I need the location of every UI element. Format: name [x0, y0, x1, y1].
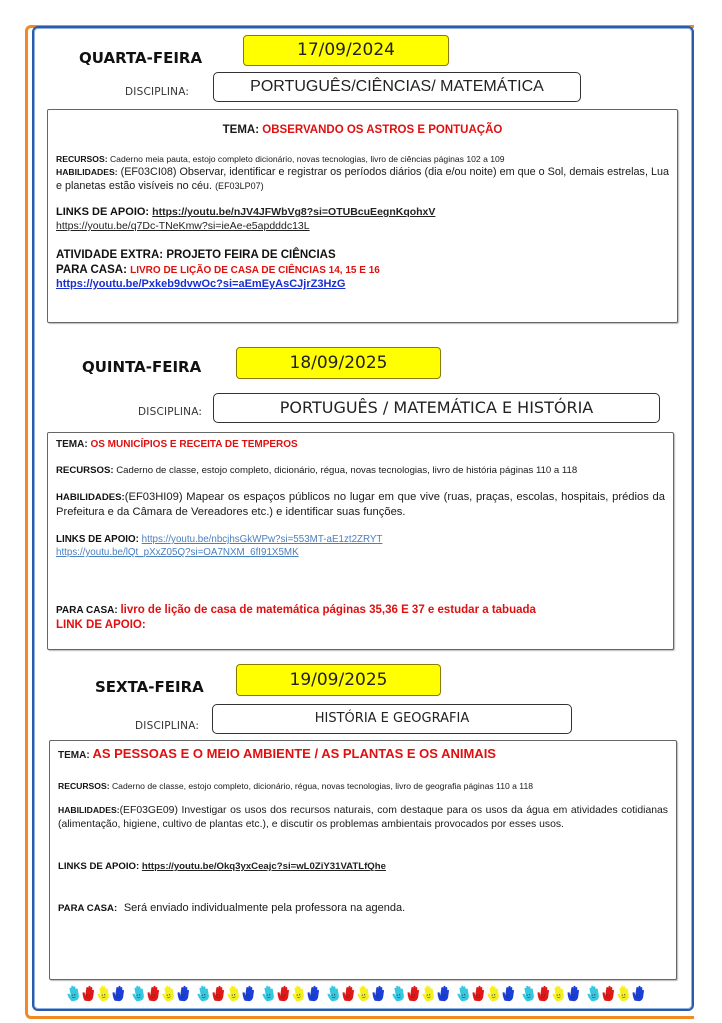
recursos-label: RECURSOS: [56, 465, 114, 476]
hand-icon [211, 985, 223, 1002]
support-link[interactable]: https://youtu.be/nJV4JFWbVg8?si=OTUBcuEegnKqohxV [152, 206, 436, 218]
support-link[interactable]: https://youtu.be/Okq3yxCeajc?si=wL0ZiY31VATLfQhe [141, 861, 386, 872]
extra-activity: ATIVIDADE EXTRA: PROJETO FEIRA DE CIÊNCIAS [56, 249, 336, 261]
hand-icon [631, 985, 643, 1002]
hand-icon [226, 985, 238, 1002]
hand-icon [456, 985, 468, 1002]
tema-label: TEMA: [56, 439, 88, 450]
hand-icon [551, 985, 563, 1002]
discipline-label: DISCIPLINA: [135, 720, 200, 732]
habilidades-label: HABILIDADES: [58, 805, 120, 815]
links-row [56, 206, 435, 218]
homework-label: PARA CASA: [56, 605, 118, 616]
habilidades-row [56, 490, 665, 520]
recursos-row [56, 154, 505, 164]
hand-icon [161, 985, 173, 1002]
tema-row [56, 439, 298, 450]
habilidades-label: HABILIDADES: [56, 492, 125, 503]
homework-label: PARA CASA: [58, 903, 118, 914]
tema-label: TEMA: [222, 124, 260, 136]
date-badge: 17/09/2024 [243, 35, 449, 66]
homework-value: LIVRO DE LIÇÃO DE CASA DE CIÊNCIAS 14, 15 E 16 [130, 265, 380, 276]
recursos-label: RECURSOS: [58, 781, 110, 791]
homework-link[interactable]: https://youtu.be/Pxkeb9dvwOc?si=aEmEyAsCJjrZ3HzG [56, 278, 346, 290]
day-label: QUARTA-FEIRA [79, 49, 203, 67]
hand-icon [131, 985, 143, 1002]
hand-icon [521, 985, 533, 1002]
links-label: LINKS DE APOIO: [56, 534, 139, 545]
day-label: SEXTA-FEIRA [95, 678, 204, 696]
recursos-label: RECURSOS: [56, 154, 108, 164]
support-link[interactable]: https://youtu.be/q7Dc-TNeKmw?si=ieAe-e5apdddc13L [56, 220, 310, 232]
hand-icon [586, 985, 598, 1002]
homework-row [56, 264, 380, 276]
hand-icon [616, 985, 628, 1002]
hand-icon [471, 985, 483, 1002]
recursos-row [56, 465, 577, 476]
hand-icon [421, 985, 433, 1002]
hand-icon [501, 985, 513, 1002]
hand-icon [291, 985, 303, 1002]
content-box-quinta [47, 432, 674, 650]
discipline-label: DISCIPLINA: [138, 406, 203, 418]
homework-value: Será enviado individualmente pela professora na agenda. [123, 902, 406, 914]
hand-icon [261, 985, 273, 1002]
hand-icon [356, 985, 368, 1002]
habilidades-code: (EF03LP07) [215, 181, 264, 191]
tema-value: OBSERVANDO OS ASTROS E PONTUAÇÃO [262, 124, 503, 136]
habilidades-row [56, 165, 669, 193]
tema-row [48, 124, 677, 136]
support-link[interactable]: https://youtu.be/nbcjhsGkWPw?si=553MT-aE1zt2ZRYT [141, 534, 383, 545]
hand-icon [241, 985, 253, 1002]
habilidades-label: HABILIDADES: [56, 167, 118, 177]
hand-icon [276, 985, 288, 1002]
hands-decoration [66, 985, 666, 1005]
hand-icon [536, 985, 548, 1002]
discipline-box: PORTUGUÊS / MATEMÁTICA E HISTÓRIA [213, 393, 660, 423]
day-label: QUINTA-FEIRA [82, 358, 202, 376]
habilidades-row [58, 803, 668, 832]
support-link-label: LINK DE APOIO: [56, 619, 146, 631]
content-box-quarta [47, 109, 678, 323]
recursos-value: Caderno de classe, estojo completo, dicionário, régua, novas tecnologias, livro de história páginas 110 a 118 [116, 465, 578, 476]
links-row [58, 861, 386, 872]
tema-value: OS MUNICÍPIOS E RECEITA DE TEMPEROS [90, 439, 298, 450]
discipline-box: PORTUGUÊS/CIÊNCIAS/ MATEMÁTICA [213, 72, 581, 102]
recursos-row [58, 781, 533, 791]
discipline-label: DISCIPLINA: [125, 86, 190, 98]
hand-icon [371, 985, 383, 1002]
date-badge: 18/09/2025 [236, 347, 441, 379]
tema-row [58, 746, 496, 761]
links-label: LINKS DE APOIO: [58, 861, 140, 872]
hand-icon [111, 985, 123, 1002]
hand-icon [341, 985, 353, 1002]
hand-group-spacer [646, 985, 651, 1005]
homework-label: PARA CASA: [56, 264, 127, 276]
date-badge: 19/09/2025 [236, 664, 441, 696]
recursos-value: Caderno meia pauta, estojo completo dicionário, novas tecnologias, livro de ciências páginas 102 a 109 [109, 154, 505, 164]
homework-row [56, 604, 536, 616]
hand-icon [66, 985, 78, 1002]
hand-icon [566, 985, 578, 1002]
tema-value: AS PESSOAS E O MEIO AMBIENTE / AS PLANTAS E OS ANIMAIS [92, 746, 496, 761]
hand-icon [196, 985, 208, 1002]
discipline-box: HISTÓRIA E GEOGRAFIA [212, 704, 572, 734]
support-link[interactable]: https://youtu.be/lQt_pXxZ05Q?si=OA7NXM_6fI91X5MK [56, 547, 299, 558]
hand-icon [406, 985, 418, 1002]
hand-icon [96, 985, 108, 1002]
hand-icon [436, 985, 448, 1002]
habilidades-value: (EF03CI08) Observar, identificar e registrar os períodos diários (dia e/ou noite) em que o Sol, demais estrelas, Lua e planetas estão visíveis no céu. [56, 166, 669, 192]
hand-icon [601, 985, 613, 1002]
hand-icon [81, 985, 93, 1002]
hand-icon [486, 985, 498, 1002]
habilidades-value: (EF03HI09) Mapear os espaços públicos no lugar em que vive (ruas, praças, escolas, hospitais, prédios da Prefeitura e da Câmara de Vereadores etc.) e identificar suas funções. [56, 491, 665, 518]
tema-label: TEMA: [58, 750, 90, 761]
habilidades-value: (EF03GE09) Investigar os usos dos recursos naturais, com destaque para os usos da água em atividades cotidianas (alimentação, higiene, cultivo de plantas etc.), e discutir os problemas ambientais provocados por esses usos. [58, 805, 668, 830]
homework-value: livro de lição de casa de matemática páginas 35,36 E 37 e estudar a tabuada [120, 604, 536, 616]
links-label: LINKS DE APOIO: [56, 206, 150, 218]
hand-icon [326, 985, 338, 1002]
hand-icon [146, 985, 158, 1002]
content-box-sexta [49, 740, 677, 980]
links-row [56, 534, 382, 545]
hand-icon [176, 985, 188, 1002]
hand-icon [306, 985, 318, 1002]
hand-icon [391, 985, 403, 1002]
recursos-value: Caderno de classe, estojo completo, dicionário, régua, novas tecnologias, livro de geografia páginas 110 a 118 [111, 781, 534, 791]
homework-row [58, 902, 405, 914]
